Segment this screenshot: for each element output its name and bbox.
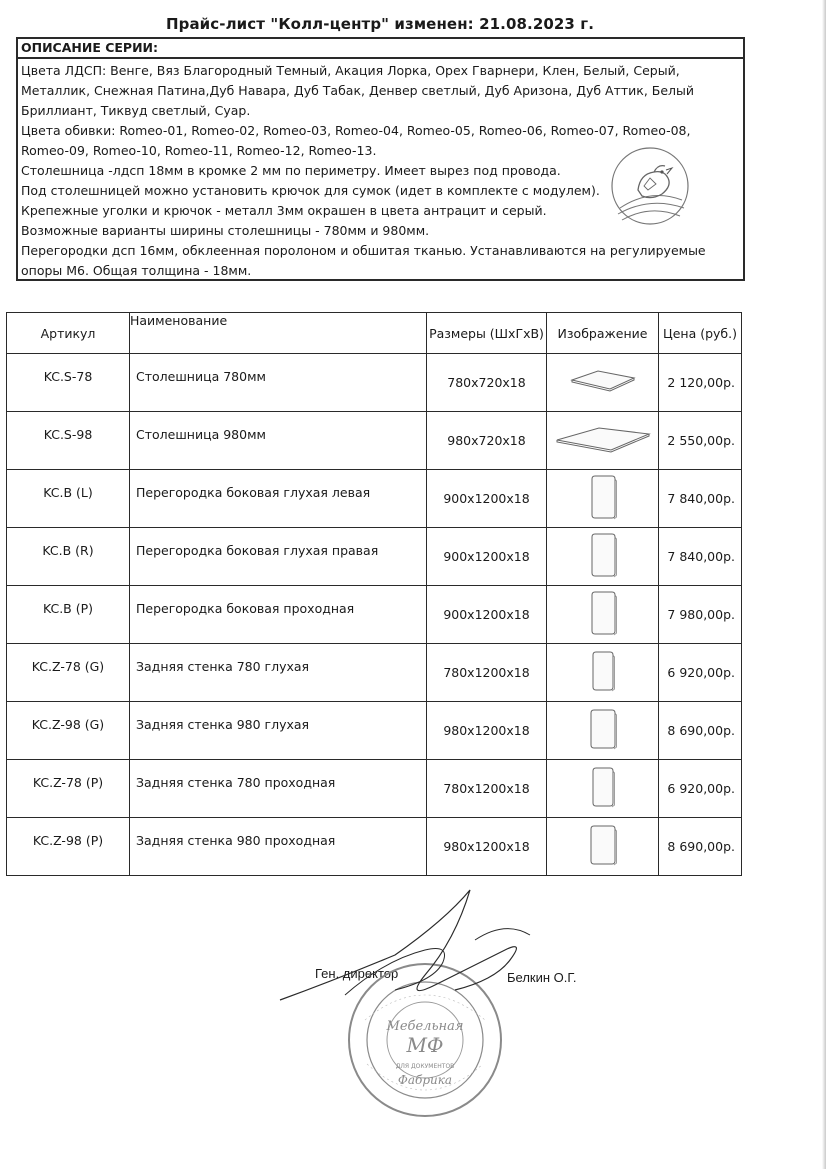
size-cell: 780х720х18 — [427, 354, 547, 412]
description-line: Цвета ЛДСП: Венге, Вяз Благородный Темный, Акация Лорка, Орех Гварнери, Клен, Белый, Серый, Металлик, Снежная Патина,Дуб Навара, Дуб Табак, Денвер светлый, Дуб Аризона, Дуб Аттик, Белый Бриллиант, Тиквуд светлый, Суар. — [21, 63, 695, 118]
table-row — [7, 644, 742, 702]
description-line: Столешница -лдсп 18мм в кромке 2 мм по периметру. Имеет вырез под провода. — [21, 163, 561, 178]
description-line: Под столешницей можно установить крючок для сумок (идет в комплекте с модулем). — [21, 183, 600, 198]
panel-icon — [590, 650, 616, 692]
table-row — [7, 586, 742, 644]
price-cell: 6 920,00р. — [667, 781, 735, 796]
name-cell: Задняя стенка 780 глухая — [136, 659, 310, 674]
column-header-price: Цена (руб.) — [659, 313, 742, 354]
table-row — [7, 818, 742, 876]
name-cell: Задняя стенка 980 проходная — [136, 833, 336, 848]
table-row — [7, 470, 742, 528]
description-heading: ОПИСАНИЕ СЕРИИ: — [18, 39, 743, 59]
article-cell: KC.Z-78 (P) — [32, 775, 104, 790]
column-header-image: Изображение — [547, 313, 659, 354]
size-cell: 900х1200х18 — [427, 470, 547, 528]
tabletop-icon — [553, 422, 653, 456]
table-header-row — [7, 313, 742, 354]
price-cell: 2 550,00р. — [667, 433, 735, 448]
size-cell: 900х1200х18 — [427, 528, 547, 586]
signer-role: Ген. директор — [315, 966, 399, 981]
table-row — [7, 528, 742, 586]
tabletop-icon — [568, 366, 638, 396]
article-cell: KC.S-78 — [43, 369, 93, 384]
article-cell: KC.B (R) — [42, 543, 94, 558]
size-cell: 780х1200х18 — [427, 760, 547, 818]
panel-icon — [590, 766, 616, 808]
svg-text:МФ: МФ — [406, 1033, 444, 1057]
name-cell: Задняя стенка 780 проходная — [136, 775, 336, 790]
size-cell: 980х1200х18 — [427, 702, 547, 760]
table-row — [7, 412, 742, 470]
name-cell: Перегородка боковая глухая правая — [136, 543, 379, 558]
article-cell: KC.Z-98 (G) — [31, 717, 105, 732]
description-line: Цвета обивки: Romeo-01, Romeo-02, Romeo-03, Romeo-04, Romeo-05, Romeo-06, Romeo-07, Romeo-08, Romeo-09, Romeo-10, Romeo-11, Romeo-12, Romeo-13. — [21, 123, 691, 158]
price-cell: 8 690,00р. — [667, 723, 735, 738]
name-cell: Перегородка боковая проходная — [136, 601, 355, 616]
price-cell: 7 840,00р. — [667, 549, 735, 564]
article-cell: KC.S-98 — [43, 427, 93, 442]
table-row — [7, 760, 742, 818]
bird-emblem-icon — [610, 128, 690, 238]
price-table — [6, 312, 742, 876]
size-cell: 780х1200х18 — [427, 644, 547, 702]
price-cell: 7 840,00р. — [667, 491, 735, 506]
size-cell: 900х1200х18 — [427, 586, 547, 644]
page-title: Прайс-лист "Колл-центр" изменен: 21.08.2023 г. — [165, 15, 595, 33]
signer-name: Белкин О.Г. — [507, 970, 577, 985]
column-header-size: Размеры (ШхГхВ) — [427, 313, 547, 354]
description-line: Крепежные уголки и крючок - металл 3мм окрашен в цвета антрацит и серый. — [21, 203, 547, 218]
price-cell: 7 980,00р. — [667, 607, 735, 622]
article-cell: KC.Z-78 (G) — [31, 659, 105, 674]
description-line: Перегородки дсп 16мм, обклеенная поролоном и обшитая тканью. Устанавливаются на регулируемые опоры М6. Общая толщина - 18мм. — [21, 243, 706, 278]
table-row — [7, 354, 742, 412]
size-cell: 980х720х18 — [427, 412, 547, 470]
svg-text:ДЛЯ ДОКУМЕНТОВ: ДЛЯ ДОКУМЕНТОВ — [395, 1063, 455, 1070]
price-cell: 6 920,00р. — [667, 665, 735, 680]
column-header-article: Артикул — [7, 313, 130, 354]
article-cell: KC.Z-98 (P) — [32, 833, 104, 848]
size-cell: 980х1200х18 — [427, 818, 547, 876]
article-cell: KC.B (P) — [42, 601, 94, 616]
name-cell: Столешница 980мм — [136, 427, 266, 442]
panel-icon — [588, 708, 618, 750]
page-edge-shadow — [822, 0, 826, 1169]
handwritten-signature-icon — [275, 880, 575, 1030]
column-header-name: Наименование — [130, 313, 427, 354]
name-cell: Столешница 780мм — [136, 369, 266, 384]
name-cell: Задняя стенка 980 глухая — [136, 717, 310, 732]
price-cell: 8 690,00р. — [667, 839, 735, 854]
description-line: Возможные варианты ширины столешницы - 780мм и 980мм. — [21, 223, 430, 238]
panel-icon — [588, 824, 618, 866]
svg-text:Мебельная: Мебельная — [386, 1019, 464, 1034]
name-cell: Перегородка боковая глухая левая — [136, 485, 371, 500]
svg-text:Фабрика: Фабрика — [397, 1073, 453, 1087]
panel-icon — [588, 473, 618, 521]
article-cell: KC.B (L) — [43, 485, 93, 500]
table-row — [7, 702, 742, 760]
panel-icon — [588, 589, 618, 637]
panel-icon — [588, 531, 618, 579]
price-cell: 2 120,00р. — [667, 375, 735, 390]
